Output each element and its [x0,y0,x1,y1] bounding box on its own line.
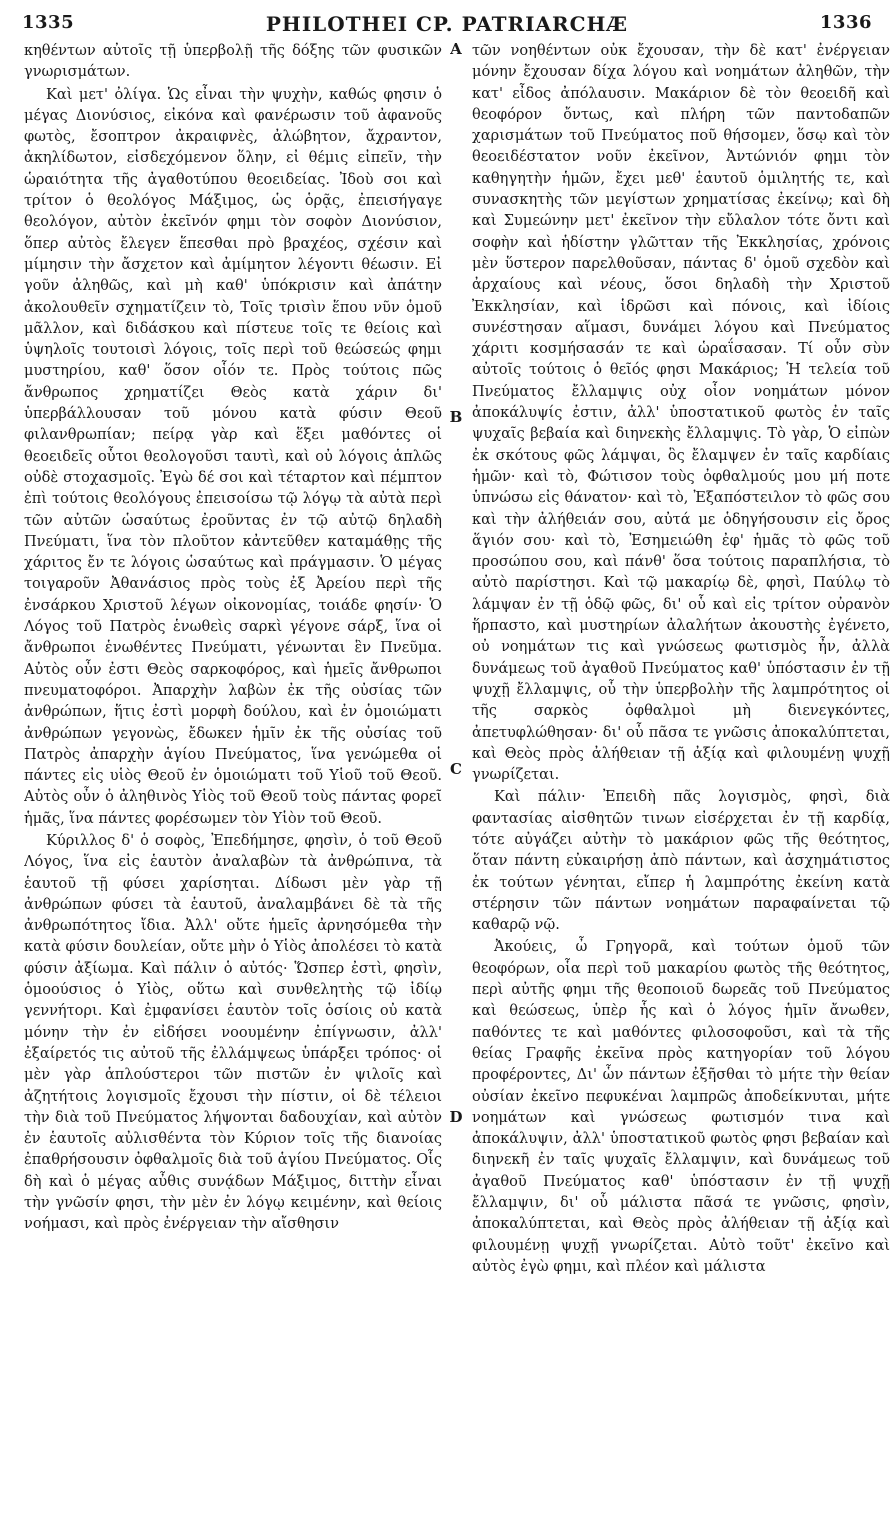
margin-marker-b: B [449,408,463,426]
running-title: PHILOTHEI CP. PATRIARCHÆ [265,12,629,36]
margin-marker-c: C [450,760,462,778]
paragraph: Καὶ μετ' ὀλίγα. Ὡς εἶναι τὴν ψυχὴν, καθώς φησιν ὁ μέγας Διονύσιος, εἰκόνα καὶ φανέρωσιν τοῦ ἀφανοῦς φωτὸς, ἔσοπτρον ἀκραιφνὲς, ἀλώβητον, ἄχραντον, ἀκηλίδωτον, εἰσδεχόμενον ὅλην, εἰ θέμις εἰπεῖν, τὴν ὡραιότητα τῆς ἀγαθοτύπου θεοειδείας. Ἰδοὺ σοι καὶ τρίτον ὁ θεολόγος Μάξιμος, ὡς ὁρᾷς, ἐπεισήγαγε θεολόγον, αὐτὸν ἐκεῖνόν φημι τὸν σοφὸν Διονύσιον, ὅπερ αὐτὸς ἔλεγεν ἕπεσθαι πρὸ βραχέος, σχέσιν καὶ μίμησιν τὴν ἄσχετον καὶ ἀμίμητον λέγοντι θέωσιν. Εἰ γοῦν ἀληθῶς, καὶ μὴ καθ' ὑπόκρισιν καὶ ἀπάτην ἀκολουθεῖν σχηματίζειν τὸ, Τοῖς τρισὶν ἕπου νῦν ὁμοῦ μᾶλλον, καὶ διδάσκου καὶ πίστευε τοῖς τε θείοις καὶ ὑψηλοῖς τουτοισὶ λόγοις, τοῖς περὶ τοῦ θεώσεώς φημι μυστηρίου, καθ' ὅσον οἷόν τε. Πρὸς τούτοις πῶς ἄνθρωπος χρηματίζει Θεὸς κατὰ χάριν δι' ὑπερβάλλουσαν τοῦ μόνου κατὰ φύσιν Θεοῦ φιλανθρωπίαν; πείρᾳ γὰρ καὶ ἕξει μαθόντες οἱ θεοειδεῖς οὗτοι θεολογοῦσι ταυτὶ, καὶ οὐ λόγοις ἁπλῶς οὐδὲ στοχασμοῖς. Ἐγὼ δέ σοι καὶ τέταρτον καὶ πέμπτον ἐπὶ τούτοις θεολόγους ἐπεισοίσω τῷ λόγῳ τὰ αὐτὰ περὶ τῶν αὐτῶν ὡσαύτως ἐροῦντας ἐν τῷ αὐτῷ δηλαδὴ Πνεύματι, ἵνα τὸν πλοῦτον κἀντεῦθεν καταμάθῃς τῆς χάριτος ἔν τε λόγοις ὡσαύτως καὶ πράγμασιν. Ὁ μέγας τοιγαροῦν Ἀθανάσιος πρὸς τοὺς ἐξ Ἀρείου περὶ τῆς ἐνσάρκου Χριστοῦ λέγων οἰκονομίας, τοιάδε φησίν· Ὁ Λόγος τοῦ Πατρὸς ἑνωθεὶς σαρκὶ γέγονε σάρξ, ἵνα οἱ ἄνθρωποι ἑνωθέντες Πνεύματι, γένωνται ἓν Πνεῦμα. Αὐτὸς οὖν ἐστι Θεὸς σαρκοφόρος, καὶ ἡμεῖς ἄνθρωποι πνευματοφόροι. Ἀπαρχὴν λαβὼν ἐκ τῆς οὐσίας τῶν ἀνθρώπων, ἥτις ἐστὶ μορφὴ δούλου, καὶ ἐν ὁμοιώματι ἀνθρώπων γεγονὼς, ἔδωκεν ἡμῖν ἐκ τῆς οὐσίας τοῦ Πατρὸς ἀπαρχὴν ἁγίου Πνεύματος, ἵνα γενώμεθα οἱ πάντες εἰς υἱὸς Θεοῦ ἐν ὁμοιώματι τοῦ Υἱοῦ τοῦ Θεοῦ. Αὐτὸς οὖν ὁ ἀληθινὸς Υἱὸς τοῦ Θεοῦ τοὺς πάντας φορεῖ ἡμᾶς, ἵνα πάντες φορέσωμεν τὸν Υἱὸν τοῦ Θεοῦ. [24,85,442,827]
running-header [22,12,872,42]
left-column [24,40,442,1520]
page-number-right: 1336 [819,12,872,33]
paragraph: Κύριλλος δ' ὁ σοφὸς, Ἐπεδήμησε, φησὶν, ὁ τοῦ Θεοῦ Λόγος, ἵνα εἰς ἑαυτὸν ἀναλαβὼν τὰ ἀνθρώπινα, τὰ ἑαυτοῦ τῇ φύσει χαρίσηται. Δίδωσι μὲν γὰρ τῇ ἀνθρώπων φύσει τὰ ἑαυτοῦ, ἀναλαμβάνει δὲ τὰ τῆς ἀνθρωπότητος ἴδια. Ἀλλ' οὔτε ἡμεῖς ἀρνησόμεθα τὴν κατὰ φύσιν δουλείαν, οὔτε μὴν ὁ Υἱὸς ἀπολέσει τὸ κατὰ φύσιν ἀξίωμα. Καὶ πάλιν ὁ αὐτός· Ὥσπερ ἐστὶ, φησὶν, ὁμοούσιος ὁ Υἱὸς, οὕτω καὶ συνθελητὴς τῷ ἰδίῳ γεννήτορι. Καὶ ἐμφανίσει ἑαυτὸν τοῖς ὁσίοις οὐ κατὰ μόνην τὴν ἐν εἰδήσει νοουμένην ἐπίγνωσιν, ἀλλ' ἐξαίρετός τις αὐτοῦ τῆς ἐλλάμψεως ὑπάρξει τρόπος· οἱ μὲν γὰρ ἁπλούστεροι τῶν πιστῶν ἐν ψιλοῖς καὶ ἀζητήτοις λογισμοῖς ἔχουσι τὴν πίστιν, οἱ δὲ τέλειοι τὴν διὰ τοῦ Πνεύματος λήψονται δαδουχίαν, καὶ αὐτὸν ἐν ἑαυτοῖς αὐλισθέντα τὸν Κύριον τοῖς τῆς διανοίας ἐπαθρήσουσιν ὀφθαλμοῖς διὰ τοῦ ἁγίου Πνεύματος. Οἷς δὴ καὶ ὁ μέγας αὖθις συνᾴδων Μάξιμος, διττὴν εἶναι τὴν γνῶσίν φησι, τὴν μὲν ἐν λόγῳ κειμένην, καὶ θείοις νοήμασι, καὶ πρὸς ἐνέργειαν τὴν αἴσθησιν [24,831,442,1233]
paragraph: τῶν νοηθέντων οὐκ ἔχουσαν, τὴν δὲ κατ' ἐνέργειαν μόνην ἔχουσαν δίχα λόγου καὶ νοημάτων ἀληθῶν, τὴν κατ' εἶδος ἀπόλαυσιν. Μακάριον δὲ τὸν θεοειδῆ καὶ θεοφόρον ὄντως, καὶ πλήρη τῶν παντοδαπῶν χαρισμάτων τοῦ Πνεύματος ποῦ θήσομεν, ὅσῳ καὶ τὸν θεοειδέστατον νοῦν ἐκεῖνον, Ἀντώνιόν φημι τὸν καθηγητὴν ἡμῶν, ἔχει μεθ' ἑαυτοῦ ὁμιλητής τε, καὶ συνασκητὴς τῶν μεγίστων χρηματίσας ἐκείνῳ; καὶ δὴ καὶ Συμεώνην μετ' ἐκεῖνον τὴν εὔλαλον τότε ὄντι καὶ σοφὴν καὶ ἡδίστην γλῶτταν τῆς Ἐκκλησίας, χρόνοις μὲν ὕστερον παρελθοῦσαν, πάντας δ' ὁμοῦ σχεδὸν καὶ ἀρχαίους καὶ νέους, ὅσοι δηλαδὴ τὴν Χριστοῦ Ἐκκλησίαν, καὶ ἱδρῶσι καὶ πόνοις, καὶ ἰδίοις συνέστησαν αἵμασι, δυνάμει λόγου καὶ Πνεύματος χάριτι κοσμήσασάν τε καὶ ὡραΐσασαν. Τί οὖν σὺν αὐτοῖς τούτοις ὁ θεῖός φησι Μακάριος; Ἡ τελεία τοῦ Πνεύματος ἔλλαμψις οὐχ οἷον νοημάτων μόνον ἀποκάλυψίς ἐστιν, ἀλλ' ὑποστατικοῦ φωτὸς ἐν ταῖς ψυχαῖς βεβαία καὶ διηνεκὴς ἔλλαμψις. Τὸ γὰρ, Ὁ εἰπὼν ἐκ σκότους φῶς λάμψαι, ὃς ἔλαμψεν ἐν ταῖς καρδίαις ἡμῶν· καὶ τὸ, Φώτισον τοὺς ὀφθαλμούς μου μή ποτε ὑπνώσω εἰς θάνατον· καὶ τὸ, Ἐξαπόστειλον τὸ φῶς σου καὶ τὴν ἀλήθειάν σου, αὐτά με ὁδηγήσουσιν εἰς ὄρος ἅγιόν σου· καὶ τὸ, Ἐσημειώθη ἐφ' ἡμᾶς τὸ φῶς τοῦ προσώπου σου, καὶ πάνθ' ὅσα τούτοις παραπλήσια, τὸ αὐτὸ παρίστησι. Καὶ τῷ μακαρίῳ δὲ, φησὶ, Παύλῳ τὸ λάμψαν ἐν τῇ ὁδῷ φῶς, δι' οὗ καὶ εἰς τρίτον οὐρανὸν ἥρπαστο, καὶ μυστηρίων ἀλαλήτων ἀκουστὴς ἐγένετο, οὐ νοημάτων τις καὶ γνώσεως φωτισμὸς ἦν, ἀλλὰ δυνάμεως τοῦ ἀγαθοῦ Πνεύματος καθ' ὑπόστασιν ἐν τῇ ψυχῇ ἔλλαμψις, οὗ τὴν ὑπερβολὴν τῆς λαμπρότητος οἱ τῆς σαρκὸς ὀφθαλμοὶ μὴ διενεγκόντες, ἀπετυφλώθησαν· δι' οὗ πᾶσα τε γνῶσις ἀποκαλύπτεται, καὶ Θεὸς πρὸς ἀλήθειαν τῇ ἀξίᾳ καὶ φιλουμένῃ ψυχῇ γνωρίζεται. [472,42,890,784]
margin-marker-a: A [450,40,462,58]
page-number-left: 1335 [22,12,75,33]
right-column [472,40,890,1520]
paragraph: κηθέντων αὐτοῖς τῇ ὑπερβολῇ τῆς δόξης τῶν φυσικῶν γνωρισμάτων. [24,42,442,81]
margin-marker-d: D [449,1108,463,1126]
paragraph: Καὶ πάλιν· Ἐπειδὴ πᾶς λογισμὸς, φησὶ, διὰ φαντασίας αἰσθητῶν τινων εἰσέρχεται ἐν τῇ καρδίᾳ, τότε αὐγάζει αὐτὴν τὸ μακάριον φῶς τῆς θεότητος, ὅταν πάντη εὐκαιρήσῃ ἀπὸ πάντων, καὶ ἀσχημάτιστος ἐκ τούτων γένηται, εἴπερ ἡ λαμπρότης ἐκείνη κατὰ στέρησιν τῶν πάντων νοημάτων παραφαίνεται τῷ καθαρῷ νῷ. [472,788,890,934]
paragraph: Ἀκούεις, ὦ Γρηγορᾶ, καὶ τούτων ὁμοῦ τῶν θεοφόρων, οἷα περὶ τοῦ μακαρίου φωτὸς τῆς θεότητος, περὶ αὐτῆς φημι τῆς θεοποιοῦ δωρεᾶς τοῦ Πνεύματος καὶ θεώσεως, ὑπὲρ ἧς καὶ ὁ λόγος ἡμῖν ἄνωθεν, παθόντες τε καὶ μαθόντες φιλοσοφοῦσι, καὶ τὰ τῆς θείας Γραφῆς ἐκεῖνα πρὸς κατηγορίαν τοῦ λόγου προφέροντες, Δι' ὧν πάντων ἐξῆσθαι τὸ μήτε τὴν θείαν οὐσίαν ἐκεῖνο πεφυκέναι λαμπρῶς ἀποδείκνυται, μήτε νοημάτων καὶ γνώσεως φωτισμόν τινα καὶ ἀποκάλυψιν, ἀλλ' ὑποστατικοῦ φωτὸς φησι βεβαίαν καὶ διηνεκῆ ἐν ταῖς ψυχαῖς ἔλλαμψιν, καὶ δυνάμεως τοῦ ἀγαθοῦ Πνεύματος καθ' ὑπόστασιν ἐν τῇ ψυχῇ ἔλλαμψιν, δι' οὗ μάλιστα πᾶσά τε γνῶσις, φησὶν, ἀποκαλύπτεται, καὶ Θεὸς πρὸς ἀλήθειαν τῇ ἀξίᾳ καὶ φιλουμένῃ ψυχῇ γνωρίζεται. Αὐτὸ τοῦτ' ἐκεῖνο καὶ αὐτὸς ἐγὼ φημι, καὶ πλέον καὶ μάλιστα [472,938,890,1275]
